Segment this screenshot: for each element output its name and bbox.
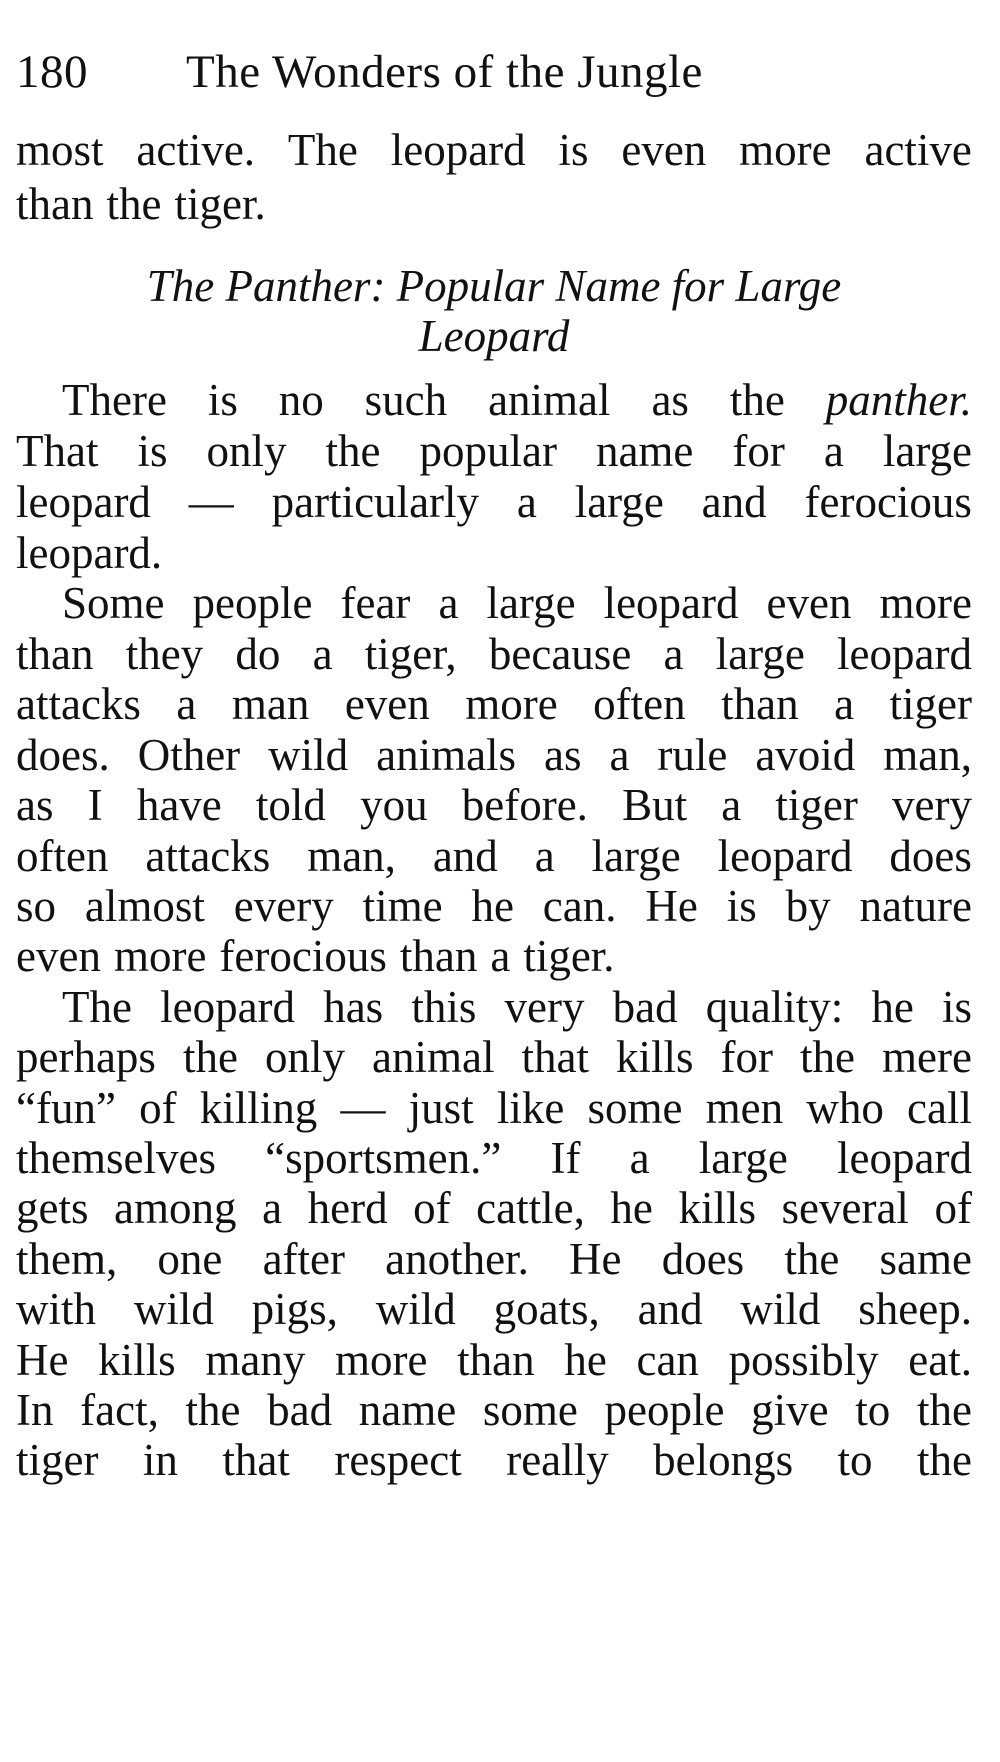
word: a — [312, 629, 333, 679]
text-line — [16, 474, 972, 530]
word: animal — [372, 1032, 495, 1082]
word: tiger — [775, 780, 858, 830]
word: a — [534, 831, 555, 881]
text-line — [16, 525, 972, 581]
word: can — [636, 1335, 699, 1385]
word: herd — [307, 1183, 388, 1233]
text-line — [16, 1281, 972, 1337]
word: no — [278, 375, 324, 425]
word: a — [663, 629, 684, 679]
word: He — [569, 1234, 622, 1284]
word: tiger. — [174, 179, 266, 229]
word: kills — [678, 1183, 756, 1233]
word: some — [587, 1083, 683, 1133]
word: than — [16, 179, 94, 229]
text-line — [16, 176, 972, 232]
word: even — [766, 578, 852, 628]
word: so — [16, 881, 57, 931]
text-line — [62, 979, 972, 1035]
word: large — [698, 1133, 788, 1183]
text-line — [16, 928, 972, 984]
word: by — [785, 881, 831, 931]
text-line — [16, 777, 972, 833]
word: perhaps — [16, 1032, 156, 1082]
text-line — [16, 122, 972, 178]
section-heading-continued: Leopard — [418, 311, 570, 361]
word: man, — [883, 730, 972, 780]
word: often — [593, 679, 686, 729]
running-title: The Wonders of the Jungle — [186, 46, 703, 98]
word: large — [486, 578, 576, 628]
word: because — [488, 629, 632, 679]
word: one — [157, 1234, 223, 1284]
word: even — [344, 679, 430, 729]
word: really — [506, 1435, 609, 1485]
word: do — [235, 629, 281, 679]
word: rule — [657, 730, 728, 780]
word: of — [139, 1083, 177, 1133]
word: a — [516, 477, 537, 527]
word: leopard. — [16, 528, 163, 578]
word: possibly — [728, 1335, 879, 1385]
text-line — [16, 626, 972, 682]
word: this — [411, 982, 477, 1032]
text-line — [16, 676, 972, 732]
word: a — [438, 578, 459, 628]
word: wild — [133, 1284, 214, 1334]
word: — — [340, 1083, 386, 1133]
word: more — [465, 679, 558, 729]
word: often — [16, 831, 109, 881]
word: more — [879, 578, 972, 628]
word: the — [729, 375, 785, 425]
word: a — [262, 1183, 283, 1233]
word: most — [16, 125, 104, 175]
word: leopard — [390, 125, 526, 175]
word: fact, — [80, 1385, 159, 1435]
word: quality: — [705, 982, 844, 1032]
word: popular — [419, 426, 557, 476]
word: the — [784, 1234, 840, 1284]
word: attacks — [16, 679, 141, 729]
word: leopard — [160, 982, 296, 1032]
word: is — [558, 125, 589, 175]
text-line — [16, 1231, 972, 1287]
word: Other — [137, 730, 241, 780]
word: is — [137, 426, 168, 476]
word: a — [490, 931, 511, 981]
word: than — [457, 1335, 535, 1385]
word: before. — [461, 780, 588, 830]
word: fear — [340, 578, 411, 628]
word: people — [604, 1385, 725, 1435]
word: leopard — [837, 629, 972, 679]
word: — — [188, 477, 234, 527]
word: ferocious — [219, 931, 387, 981]
text-line — [16, 1080, 972, 1136]
word: killing — [199, 1083, 318, 1133]
word: leopard — [717, 831, 853, 881]
word: active. — [136, 125, 256, 175]
word: animals — [376, 730, 517, 780]
word: gets — [16, 1183, 89, 1233]
word: some — [482, 1385, 578, 1435]
word: kills — [615, 1032, 694, 1082]
word: people — [192, 578, 313, 628]
word: tiger — [16, 1435, 99, 1485]
word: I — [87, 780, 103, 830]
text-line — [16, 878, 972, 934]
word: large — [882, 426, 972, 476]
word: tiger. — [523, 931, 615, 981]
italic-word: panther. — [825, 375, 972, 425]
word: same — [879, 1234, 972, 1284]
word: as — [544, 730, 582, 780]
word: sheep. — [858, 1284, 972, 1334]
word: he — [564, 1335, 607, 1385]
word: give — [751, 1385, 829, 1435]
word: does. — [16, 730, 110, 780]
word: belongs — [653, 1435, 794, 1485]
word: ferocious — [804, 477, 972, 527]
word: is — [941, 982, 972, 1032]
word: even — [16, 931, 101, 981]
word: almost — [84, 881, 205, 931]
text-line — [16, 727, 972, 783]
word: “sportsmen.” — [265, 1133, 502, 1183]
word: to — [855, 1385, 891, 1435]
word: in — [142, 1435, 178, 1485]
word: tiger, — [364, 629, 457, 679]
word: man — [231, 679, 310, 729]
word: But — [622, 780, 688, 830]
word: more — [739, 125, 832, 175]
text-line — [62, 575, 972, 631]
word: among — [114, 1183, 237, 1233]
word: of — [413, 1183, 451, 1233]
section-heading: The Panther: Popular Name for Large — [146, 261, 842, 311]
word: than — [399, 931, 478, 981]
word: active — [864, 125, 972, 175]
word: only — [264, 1032, 345, 1082]
word: men — [705, 1083, 784, 1133]
word: leopard — [837, 1133, 972, 1183]
word: the — [800, 1032, 856, 1082]
word: tiger — [889, 679, 972, 729]
word: The — [287, 125, 358, 175]
word: particularly — [271, 477, 480, 527]
word: he — [871, 982, 914, 1032]
word: time — [362, 881, 443, 931]
word: cattle, — [476, 1183, 585, 1233]
word: as — [651, 375, 689, 425]
word: he — [610, 1183, 653, 1233]
text-line — [16, 1332, 972, 1388]
word: man, — [307, 831, 396, 881]
word: a — [834, 679, 855, 729]
word: a — [721, 780, 742, 830]
running-head — [16, 42, 703, 102]
word: name — [358, 1385, 457, 1435]
word: than — [721, 679, 799, 729]
word: a — [176, 679, 197, 729]
word: themselves — [16, 1133, 216, 1183]
word: animal — [488, 375, 611, 425]
text-line — [16, 1432, 972, 1488]
word: he — [471, 881, 514, 931]
word: more — [335, 1335, 428, 1385]
word: just — [408, 1083, 474, 1133]
word: several — [781, 1183, 909, 1233]
word: avoid — [755, 730, 856, 780]
word: bad — [267, 1385, 333, 1435]
word: the — [106, 179, 162, 229]
word: every — [233, 881, 334, 931]
word: have — [136, 780, 222, 830]
word: He — [16, 1335, 69, 1385]
word: them, — [16, 1234, 118, 1284]
word: call — [907, 1083, 972, 1133]
word: is — [207, 375, 238, 425]
word: nature — [859, 881, 972, 931]
word: large — [591, 831, 681, 881]
word: you — [360, 780, 428, 830]
word: That — [16, 426, 99, 476]
text-line — [16, 423, 972, 479]
word: leopard — [603, 578, 739, 628]
word: He — [645, 881, 698, 931]
word: very — [892, 780, 972, 830]
word: attacks — [145, 831, 271, 881]
word: eat. — [908, 1335, 972, 1385]
word: respect — [334, 1435, 462, 1485]
word: Some — [62, 578, 165, 628]
text-line — [62, 372, 972, 428]
word: than — [16, 629, 94, 679]
word: more — [113, 931, 207, 981]
word: the — [185, 1385, 241, 1435]
word: wild — [375, 1284, 456, 1334]
word: even — [621, 125, 707, 175]
word: the — [325, 426, 381, 476]
word: after — [262, 1234, 345, 1284]
word: for — [720, 1032, 774, 1082]
text-line — [16, 1029, 972, 1085]
text-line — [16, 1130, 972, 1186]
text-line — [16, 1180, 972, 1236]
word: “fun” — [16, 1083, 116, 1133]
word: If — [550, 1133, 581, 1183]
word: wild — [740, 1284, 821, 1334]
word: leopard — [16, 477, 151, 527]
word: In — [16, 1385, 54, 1435]
word: bad — [612, 982, 678, 1032]
text-line — [16, 828, 972, 884]
word: such — [364, 375, 448, 425]
word: kills — [98, 1335, 176, 1385]
word: and — [637, 1284, 703, 1334]
word: like — [496, 1083, 565, 1133]
word: The — [62, 982, 132, 1032]
word: very — [504, 982, 585, 1032]
word: who — [806, 1083, 884, 1133]
word: mere — [882, 1032, 972, 1082]
word: a — [823, 426, 844, 476]
word: many — [205, 1335, 306, 1385]
word: the — [182, 1032, 238, 1082]
word: a — [609, 730, 630, 780]
word: the — [916, 1385, 972, 1435]
word: large — [574, 477, 664, 527]
page-number: 180 — [16, 46, 88, 98]
word: a — [629, 1133, 650, 1183]
word: told — [255, 780, 326, 830]
word: only — [206, 426, 287, 476]
word: has — [323, 982, 384, 1032]
word: with — [16, 1284, 97, 1334]
word: as — [16, 780, 54, 830]
word: the — [917, 1435, 972, 1485]
word: is — [726, 881, 757, 931]
word: can. — [542, 881, 617, 931]
word: for — [732, 426, 785, 476]
word: does — [661, 1234, 745, 1284]
word: of — [934, 1183, 972, 1233]
word: name — [595, 426, 694, 476]
word: goats, — [493, 1284, 600, 1334]
word: that — [222, 1435, 290, 1485]
word: and — [701, 477, 767, 527]
word: large — [715, 629, 805, 679]
word: that — [521, 1032, 589, 1082]
word: and — [432, 831, 498, 881]
word: There — [62, 375, 167, 425]
text-line — [16, 1382, 972, 1438]
word: they — [125, 629, 204, 679]
word: another. — [385, 1234, 529, 1284]
word: does — [889, 831, 972, 881]
word: wild — [268, 730, 349, 780]
word: pigs, — [251, 1284, 338, 1334]
word: to — [837, 1435, 873, 1485]
